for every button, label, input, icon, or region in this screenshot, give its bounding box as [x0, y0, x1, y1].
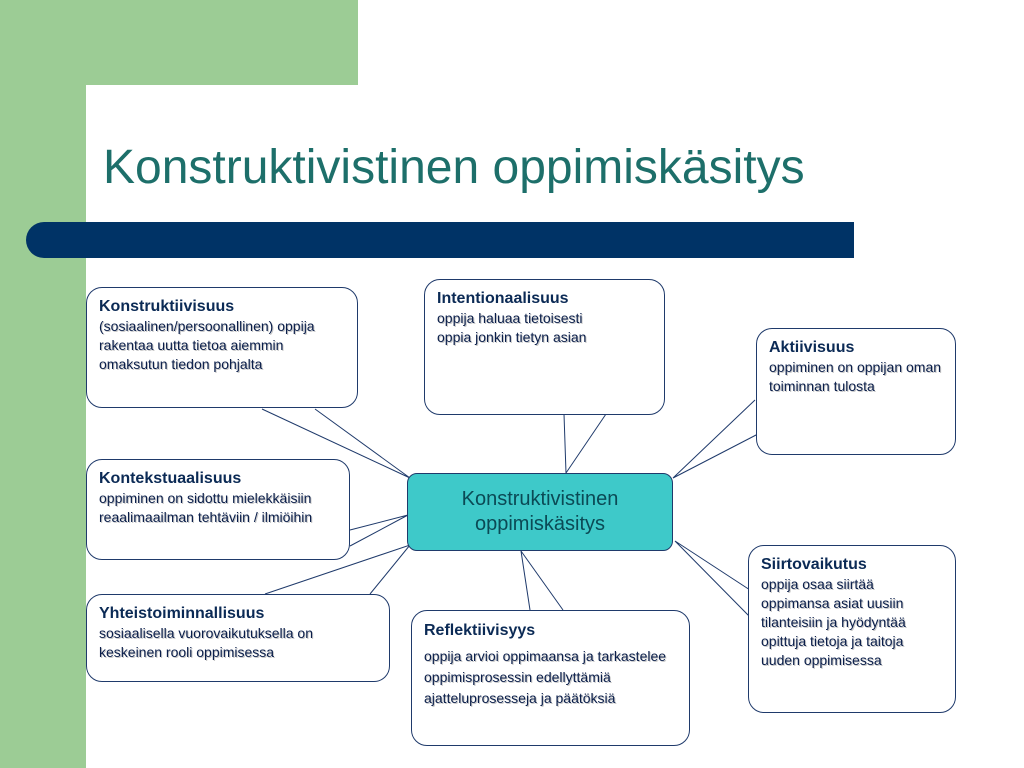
node-reflektiivisyys — [411, 610, 690, 746]
node-siirtovaikutus — [748, 545, 956, 713]
node-heading: Siirtovaikutus — [761, 556, 867, 573]
node-aktiivisuus — [756, 328, 956, 455]
node-heading: Kontekstuaalisuus — [99, 470, 242, 487]
connector-aktiivisuus — [673, 400, 758, 478]
slide-title: Konstruktivistinen oppimiskäsitys — [103, 141, 805, 194]
node-intentionaalisuus — [424, 279, 665, 415]
connector-reflektiivisyys — [521, 551, 563, 610]
connector-intentionaalisuus — [564, 414, 606, 473]
node-heading: Konstruktiivisuus — [99, 298, 235, 315]
node-heading: Reflektiivisyys — [424, 622, 536, 639]
node-yhteistoiminnallisuus — [86, 594, 390, 682]
node-heading: Intentionaalisuus — [437, 290, 569, 307]
connector-kontekstuaalisuus — [350, 515, 408, 546]
node-heading: Yhteistoiminnallisuus — [99, 605, 265, 622]
node-heading: Aktiivisuus — [769, 339, 855, 356]
node-description: oppija osaa siirtää oppimansa asiat uusiin tilanteisiin ja hyödyntää opittuja tietoja ja taitoja uuden oppimisessa — [761, 576, 906, 668]
node-konstruktiivisuus — [86, 287, 358, 408]
node-description: oppija haluaa tietoisesti oppia jonkin tietyn asian — [437, 310, 587, 345]
center-node — [407, 473, 673, 551]
node-description: oppija arvioi oppimaansa ja tarkastelee oppimisprosessin edellyttämiä ajatteluprosesseja ja päätöksiä — [424, 648, 667, 706]
center-label-line1: Konstruktivistinen — [461, 488, 619, 510]
node-kontekstuaalisuus — [86, 459, 350, 560]
center-label-line2: oppimiskäsitys — [474, 513, 606, 535]
connector-siirtovaikutus — [675, 541, 750, 617]
node-description: sosiaalisella vuorovaikutuksella on keskeinen rooli oppimisessa — [99, 625, 314, 660]
node-description: (sosiaalinen/persoonallinen) oppija rakentaa uutta tietoa aiemmin omaksutun tiedon pohjalta — [99, 318, 315, 372]
node-description: oppiminen on sidottu mielekkäisiin reaalimaailman tehtäviin / ilmiöihin — [99, 490, 313, 525]
node-description: oppiminen on oppijan oman toiminnan tulosta — [769, 359, 942, 394]
